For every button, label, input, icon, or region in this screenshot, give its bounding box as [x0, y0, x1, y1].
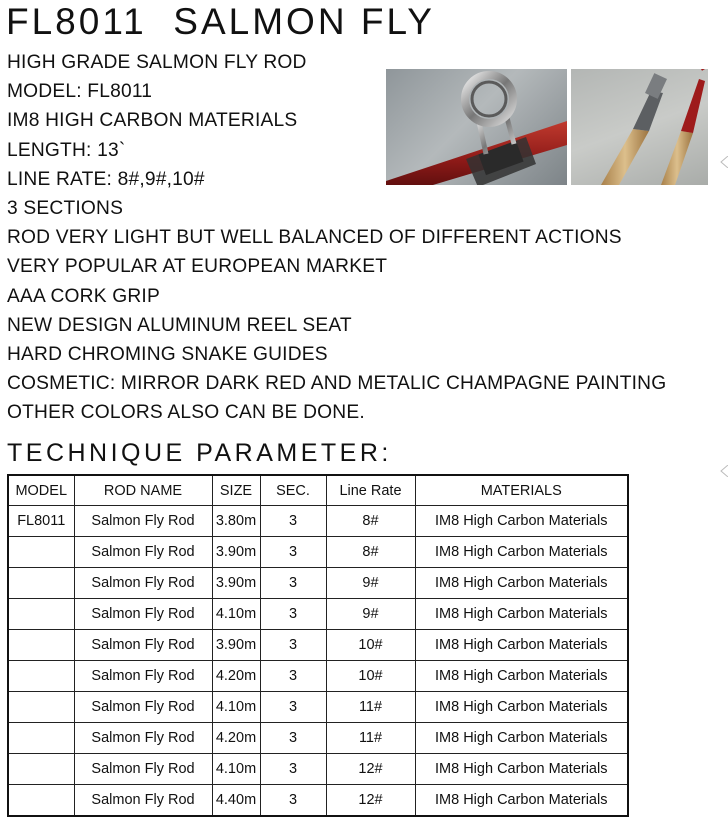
table-cell: Salmon Fly Rod [74, 785, 212, 817]
spec-line: HARD CHROMING SNAKE GUIDES [7, 344, 328, 366]
table-cell: IM8 High Carbon Materials [415, 568, 628, 599]
table-cell: IM8 High Carbon Materials [415, 754, 628, 785]
table-row [8, 568, 628, 599]
table-cell: 3 [260, 723, 326, 754]
spec-line: VERY POPULAR AT EUROPEAN MARKET [7, 256, 388, 278]
table-cell [8, 599, 74, 630]
table-cell: 3 [260, 630, 326, 661]
table-cell [8, 754, 74, 785]
table-cell: 9# [326, 599, 415, 630]
spec-line: ROD VERY LIGHT BUT WELL BALANCED OF DIFFERENT ACTIONS [7, 227, 622, 249]
table-cell: 9# [326, 568, 415, 599]
table-row [8, 630, 628, 661]
column-header: SEC. [260, 475, 326, 506]
table-cell: 3 [260, 506, 326, 537]
spec-line: IM8 HIGH CARBON MATERIALS [7, 110, 298, 132]
column-header: MODEL [8, 475, 74, 506]
spec-line: AAA CORK GRIP [7, 285, 160, 307]
table-cell: Salmon Fly Rod [74, 630, 212, 661]
table-cell [8, 568, 74, 599]
table-cell: Salmon Fly Rod [74, 537, 212, 568]
column-header: ROD NAME [74, 475, 212, 506]
table-cell: 8# [326, 537, 415, 568]
spec-line: MODEL: FL8011 [7, 81, 153, 103]
table-cell: 11# [326, 723, 415, 754]
table-row [8, 723, 628, 754]
table-cell: Salmon Fly Rod [74, 661, 212, 692]
table-cell: IM8 High Carbon Materials [415, 599, 628, 630]
table-body [8, 506, 628, 817]
table-cell: IM8 High Carbon Materials [415, 661, 628, 692]
table-cell: 3 [260, 754, 326, 785]
table-cell: 4.20m [212, 723, 260, 754]
table-cell: 11# [326, 692, 415, 723]
table-cell: 3.90m [212, 568, 260, 599]
table-row [8, 692, 628, 723]
table-cell: 8# [326, 506, 415, 537]
table-cell: IM8 High Carbon Materials [415, 630, 628, 661]
parameter-table [7, 474, 629, 817]
table-cell: IM8 High Carbon Materials [415, 692, 628, 723]
table-cell: 3 [260, 537, 326, 568]
table-cell: 3 [260, 785, 326, 817]
table-row [8, 754, 628, 785]
table-cell: 4.10m [212, 754, 260, 785]
table-cell: 3.90m [212, 537, 260, 568]
table-cell: IM8 High Carbon Materials [415, 537, 628, 568]
table-cell: Salmon Fly Rod [74, 568, 212, 599]
table-cell: Salmon Fly Rod [74, 599, 212, 630]
table-cell: FL8011 [8, 506, 74, 537]
table-cell: 4.10m [212, 692, 260, 723]
spec-line: LINE RATE: 8#,9#,10# [7, 168, 205, 190]
table-cell [8, 692, 74, 723]
table-cell [8, 785, 74, 817]
table-cell: 4.10m [212, 599, 260, 630]
edge-mark-icon [720, 156, 728, 168]
spec-line: 3 SECTIONS [7, 198, 124, 220]
column-header: MATERIALS [415, 475, 628, 506]
table-cell: 3 [260, 568, 326, 599]
spec-line: COSMETIC: MIRROR DARK RED AND METALIC CHAMPAGNE PAINTING [7, 373, 667, 395]
table-row [8, 599, 628, 630]
table-cell: Salmon Fly Rod [74, 754, 212, 785]
table-cell: 12# [326, 754, 415, 785]
cork-grip-photo [571, 69, 708, 185]
table-cell [8, 630, 74, 661]
column-header: Line Rate [326, 475, 415, 506]
spec-line: OTHER COLORS ALSO CAN BE DONE. [7, 402, 365, 424]
table-cell: 12# [326, 785, 415, 817]
table-cell: IM8 High Carbon Materials [415, 723, 628, 754]
table-cell: 4.40m [212, 785, 260, 817]
spec-list [7, 48, 666, 428]
spec-line: LENGTH: 13` [7, 139, 126, 161]
table-cell [8, 723, 74, 754]
table-cell: 3.90m [212, 630, 260, 661]
table-cell: 3 [260, 692, 326, 723]
table-cell: 10# [326, 661, 415, 692]
table-cell [8, 661, 74, 692]
section-title: TECHNIQUE PARAMETER: [7, 439, 392, 467]
spec-line: NEW DESIGN ALUMINUM REEL SEAT [7, 314, 352, 336]
table-cell: Salmon Fly Rod [74, 723, 212, 754]
table-cell: 10# [326, 630, 415, 661]
table-row [8, 661, 628, 692]
page-title: FL8011 SALMON FLY [6, 1, 435, 42]
table-cell: 4.20m [212, 661, 260, 692]
table-cell [8, 537, 74, 568]
table-cell: Salmon Fly Rod [74, 692, 212, 723]
table-cell: Salmon Fly Rod [74, 506, 212, 537]
spec-line: HIGH GRADE SALMON FLY ROD [7, 52, 307, 73]
table-row [8, 506, 628, 537]
table-cell: 3.80m [212, 506, 260, 537]
table-row [8, 785, 628, 817]
table-cell: 3 [260, 599, 326, 630]
table-cell: 3 [260, 661, 326, 692]
table-cell: IM8 High Carbon Materials [415, 785, 628, 817]
table-cell: IM8 High Carbon Materials [415, 506, 628, 537]
table-header-row [8, 475, 628, 506]
rod-guide-photo [386, 69, 567, 185]
table-row [8, 537, 628, 568]
edge-mark-icon [720, 465, 728, 477]
column-header: SIZE [212, 475, 260, 506]
